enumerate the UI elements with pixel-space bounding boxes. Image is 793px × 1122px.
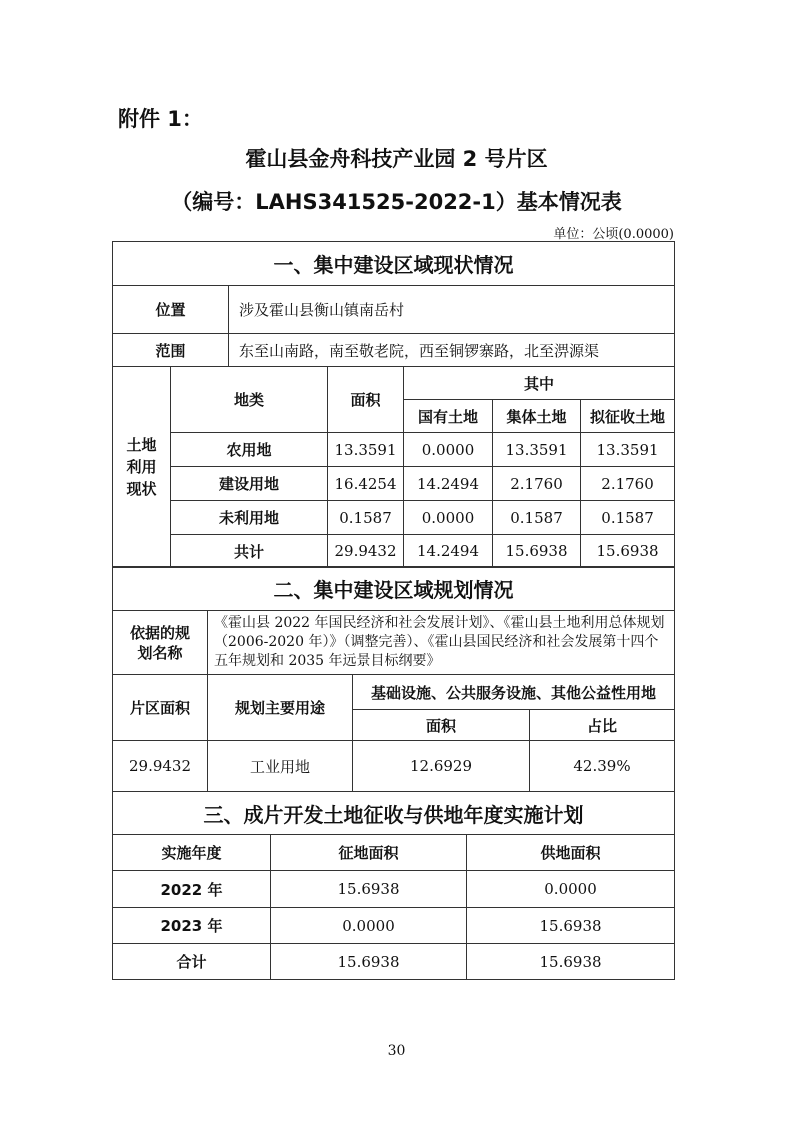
planning-basis-value: 《霍山县 2022 年国民经济和社会发展计划》、《霍山县土地利用总体规划（2006-2020 年）》（调整完善）、《霍山县国民经济和社会发展第十四个五年规划和 2035 年远景目标纲要》 [208, 611, 675, 675]
table-row [113, 908, 675, 944]
acquire-area-header: 征地面积 [271, 835, 467, 871]
attachment-label: 附件 1： [118, 107, 203, 131]
zone-area-header: 片区面积 [113, 675, 208, 741]
collective-land-cell: 0.1587 [493, 501, 581, 535]
collective-land-cell: 15.6938 [493, 535, 581, 568]
area-cell: 16.4254 [328, 467, 404, 501]
acquire-area-cell: 15.6938 [271, 871, 467, 908]
collective-land-cell: 2.1760 [493, 467, 581, 501]
year-cell: 合计 [113, 944, 271, 980]
infra-ratio-cell: 42.39% [530, 741, 675, 792]
current-status-table [112, 241, 675, 568]
land-type-cell: 农用地 [171, 433, 328, 467]
area-cell: 0.1587 [328, 501, 404, 535]
scope-label: 范围 [113, 334, 229, 367]
of-which-header: 其中 [404, 367, 675, 400]
year-cell: 2023 年 [113, 908, 271, 944]
main-use-header: 规划主要用途 [208, 675, 353, 741]
land-use-label-line: 现状 [126, 480, 157, 498]
table-row [113, 501, 675, 535]
land-type-cell: 建设用地 [171, 467, 328, 501]
collective-land-header: 集体土地 [493, 400, 581, 433]
to-acquire-cell: 13.3591 [581, 433, 675, 467]
table-row [113, 741, 675, 792]
table-row [113, 944, 675, 980]
area-cell: 29.9432 [328, 535, 404, 568]
unit-note: 单位：公顷(0.0000) [553, 227, 674, 242]
land-use-label-line: 利用 [126, 458, 157, 476]
land-use-label [113, 367, 171, 568]
document-title-line2: （编号：LAHS341525-2022-1）基本情况表 [171, 190, 622, 214]
state-land-cell: 14.2494 [404, 467, 493, 501]
implementation-plan-table [112, 791, 675, 980]
planning-basis-label-line: 依据的规 [129, 623, 190, 642]
table-row [113, 433, 675, 467]
acquire-area-cell: 0.0000 [271, 908, 467, 944]
supply-area-cell: 15.6938 [467, 908, 675, 944]
land-type-cell: 共计 [171, 535, 328, 568]
table-row [113, 467, 675, 501]
year-cell: 2022 年 [113, 871, 271, 908]
state-land-header: 国有土地 [404, 400, 493, 433]
section2-title: 二、集中建设区域规划情况 [113, 567, 675, 611]
to-acquire-cell: 15.6938 [581, 535, 675, 568]
land-type-cell: 未利用地 [171, 501, 328, 535]
infrastructure-header: 基础设施、公共服务设施、其他公益性用地 [353, 675, 675, 710]
area-header: 面积 [328, 367, 404, 433]
section3-title: 三、成片开发土地征收与供地年度实施计划 [113, 792, 675, 835]
state-land-cell: 14.2494 [404, 535, 493, 568]
to-acquire-cell: 0.1587 [581, 501, 675, 535]
supply-area-header: 供地面积 [467, 835, 675, 871]
scope-value: 东至山南路，南至敬老院，西至铜锣寨路，北至淠源渠 [229, 334, 675, 367]
planning-basis-label-line: 划名称 [137, 643, 183, 662]
location-value: 涉及霍山县衡山镇南岳村 [229, 286, 675, 334]
to-acquire-cell: 2.1760 [581, 467, 675, 501]
acquire-area-cell: 15.6938 [271, 944, 467, 980]
page-number: 30 [387, 1043, 406, 1059]
infra-area-header: 面积 [353, 710, 530, 741]
table-row [113, 535, 675, 568]
table-row [113, 871, 675, 908]
state-land-cell: 0.0000 [404, 433, 493, 467]
year-header: 实施年度 [113, 835, 271, 871]
section1-title: 一、集中建设区域现状情况 [113, 242, 675, 286]
supply-area-cell: 15.6938 [467, 944, 675, 980]
supply-area-cell: 0.0000 [467, 871, 675, 908]
zone-area-cell: 29.9432 [113, 741, 208, 792]
location-label: 位置 [113, 286, 229, 334]
planning-table [112, 566, 675, 792]
infra-area-cell: 12.6929 [353, 741, 530, 792]
land-use-label-line: 土地 [126, 436, 157, 454]
main-use-cell: 工业用地 [208, 741, 353, 792]
document-title-line1: 霍山县金舟科技产业园 2 号片区 [245, 147, 548, 171]
land-type-header: 地类 [171, 367, 328, 433]
area-cell: 13.3591 [328, 433, 404, 467]
planning-basis-label [113, 611, 208, 675]
infra-ratio-header: 占比 [530, 710, 675, 741]
to-acquire-header: 拟征收土地 [581, 400, 675, 433]
state-land-cell: 0.0000 [404, 501, 493, 535]
collective-land-cell: 13.3591 [493, 433, 581, 467]
